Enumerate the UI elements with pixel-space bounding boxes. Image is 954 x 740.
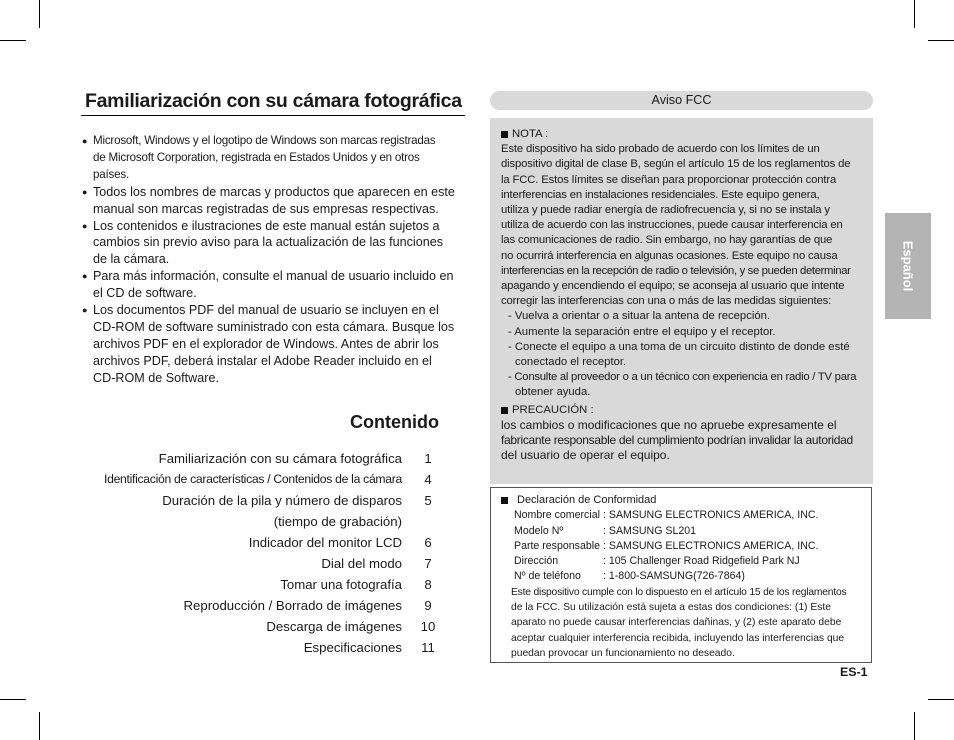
toc-entry[interactable] — [60, 490, 440, 511]
language-tab — [885, 213, 931, 319]
bullet-line: el CD de software. — [93, 286, 197, 301]
toc-entry[interactable] — [60, 595, 440, 616]
language-tab-label: Español — [900, 240, 916, 292]
bullet-item — [82, 268, 468, 302]
toc-entry[interactable] — [60, 448, 440, 469]
conformity-value: : SAMSUNG SL201 — [603, 524, 697, 537]
toc-page: 9 — [424, 598, 432, 613]
toc-entry[interactable] — [60, 553, 440, 574]
bullet-item — [82, 218, 468, 269]
conformity-row — [500, 554, 868, 569]
statement-line: de la FCC. Su utilización está sujeta a estas dos condiciones: (1) Este — [511, 602, 831, 614]
nota-line: interferencias en la recepción de radio o televisión, y se pueden determinar — [501, 264, 851, 277]
conformity-heading — [500, 493, 868, 508]
statement-line: aceptar cualquier interferencia recibida, incluyendo las interferencias que — [511, 632, 845, 644]
measure-item — [501, 370, 871, 400]
contents-heading: Contenido — [350, 412, 439, 432]
toc-entry[interactable] — [60, 469, 440, 490]
crop-mark — [0, 40, 26, 41]
measure-item — [501, 309, 871, 324]
bullet-item — [82, 302, 468, 387]
title-underline — [81, 115, 465, 116]
measure-line: - Aumente la separación entre el equipo y el receptor. — [508, 325, 776, 338]
nota-line: utiliza de acuerdo con las instrucciones, puede causar interferencia en — [501, 219, 843, 232]
bullet-line: cambios sin previo aviso para la actualización de las funciones — [93, 235, 444, 250]
nota-heading — [501, 127, 871, 142]
toc-label: Tomar una fotografía — [280, 577, 402, 592]
toc-label: Familiarización con su cámara fotográfica — [158, 451, 402, 466]
bullet-dot-icon: ● — [82, 305, 88, 316]
bullet-line: Los documentos PDF del manual de usuario se incluyen en el — [93, 303, 439, 318]
nota-line: interferencias en instalaciones residenciales. Este equipo genera, — [501, 188, 820, 201]
fcc-heading: Aviso FCC — [490, 91, 873, 110]
toc-label: Duración de la pila y número de disparos — [162, 493, 402, 508]
measure-item — [501, 340, 871, 370]
measure-line: obtener ayuda. — [515, 386, 591, 399]
caution-label: PRECAUCIÓN : — [512, 403, 594, 416]
bullet-dot-icon: ● — [82, 220, 88, 231]
trademark-notes — [82, 133, 468, 387]
bullet-dot-icon: ● — [82, 271, 88, 282]
bullet-line: países. — [93, 167, 129, 181]
page-title: Familiarización con su cámara fotográfica — [85, 90, 462, 112]
conformity-key: Modelo Nº — [514, 524, 564, 537]
toc-entry[interactable] — [60, 637, 440, 658]
nota-line: corregir las interferencias con una o más de las medidas siguientes: — [501, 295, 832, 308]
conformity-value: : 1-800-SAMSUNG(726-7864) — [603, 570, 745, 583]
crop-mark — [39, 712, 40, 740]
bullet-line: Microsoft, Windows y el logotipo de Windows son marcas registradas — [93, 134, 436, 147]
nota-line: dispositivo digital de clase B, según el artículo 15 de los reglamentos de — [501, 158, 851, 171]
toc-label: Reproducción / Borrado de imágenes — [183, 598, 402, 613]
conformity-statement — [500, 585, 868, 661]
page-number: ES-1 — [840, 665, 868, 679]
bullet-line: manual son marcas registradas de sus empresas respectivas. — [93, 201, 439, 216]
caution-heading — [501, 403, 871, 418]
toc-page: 4 — [424, 472, 432, 487]
toc-label: Dial del modo — [321, 556, 402, 571]
crop-mark — [928, 699, 954, 700]
conformity-key: Nombre comercial — [514, 509, 600, 522]
caution-text — [501, 418, 871, 464]
bullet-line: archivos PDF en el explorador de Windows. Antes de abrir los — [93, 336, 439, 351]
measure-line: - Vuelva a orientar o a situar la antena de recepción. — [508, 310, 771, 323]
toc-label: Identificación de características / Contenidos de la cámara — [104, 472, 402, 486]
toc-entry[interactable] — [60, 574, 440, 595]
nota-text — [501, 142, 871, 309]
conformity-row — [500, 539, 868, 554]
caution-line: fabricante responsable del cumplimiento podrían invalidar la autoridad — [501, 433, 853, 448]
statement-line: Este dispositivo cumple con lo dispuesto en el artículo 15 de los reglamentos — [511, 586, 847, 598]
caution-line: del usuario de operar el equipo. — [501, 448, 670, 463]
statement-line: puedan provocar un funcionamiento no deseado. — [511, 647, 735, 659]
toc-label: Descarga de imágenes — [266, 619, 402, 634]
measure-item — [501, 325, 871, 340]
toc-entry[interactable] — [60, 616, 440, 637]
nota-label: NOTA : — [512, 128, 549, 140]
toc-page — [416, 511, 440, 532]
toc-label: (tiempo de grabación) — [273, 514, 402, 529]
bullet-line: de Microsoft Corporation, registrada en Estados Unidos y en otros — [93, 150, 420, 164]
bullet-item — [82, 133, 468, 184]
toc-page: 6 — [424, 535, 432, 550]
toc-page: 10 — [420, 619, 436, 634]
measure-line: - Consulte al proveedor o a un técnico con experiencia en radio / TV para — [508, 371, 857, 384]
square-bullet-icon — [501, 497, 508, 504]
measure-line: conectado el receptor. — [515, 356, 627, 369]
toc-page: 1 — [424, 451, 432, 466]
crop-mark — [0, 699, 26, 700]
conformity-row — [500, 508, 868, 523]
conformity-key: Dirección — [514, 555, 559, 568]
toc-entry[interactable] — [60, 511, 440, 532]
conformity-key: Parte responsable — [514, 539, 600, 552]
bullet-item — [82, 184, 468, 218]
toc-label: Indicador del monitor LCD — [248, 535, 402, 550]
bullet-line: CD-ROM de Software. — [93, 370, 219, 385]
nota-line: no ocurrirá interferencia en algunas ocasiones. Este equipo no causa — [501, 249, 838, 262]
caution-line: los cambios o modificaciones que no apruebe expresamente el — [501, 417, 837, 432]
bullet-line: CD-ROM de software suministrado con esta cámara. Busque los — [93, 319, 455, 334]
conformity-value: : SAMSUNG ELECTRONICS AMERICA, INC. — [603, 509, 819, 522]
nota-line: las comunicaciones de radio. Sin embargo, no hay garantías de que — [501, 234, 833, 247]
toc-page: 5 — [424, 493, 432, 508]
bullet-line: Todos los nombres de marcas y productos que aparecen en este — [93, 184, 455, 199]
conformity-box — [490, 487, 872, 663]
bullet-line: de la cámara. — [93, 252, 170, 267]
conformity-key: Nº de teléfono — [514, 570, 581, 583]
square-bullet-icon — [501, 131, 508, 138]
conformity-row — [500, 524, 868, 539]
nota-line: la FCC. Estos límites se diseñan para proporcionar protección contra — [501, 173, 837, 186]
toc-label: Especificaciones — [303, 640, 402, 655]
crop-mark — [914, 0, 915, 28]
toc-page: 11 — [421, 640, 435, 655]
nota-line: apagando y encendiendo el equipo; se aconseja al usuario que intente — [501, 280, 845, 293]
bullet-line: Para más información, consulte el manual de usuario incluido en — [93, 269, 454, 284]
fcc-notice-box — [490, 118, 873, 484]
conformity-value: : SAMSUNG ELECTRONICS AMERICA, INC. — [603, 539, 819, 552]
bullet-line: Los contenidos e ilustraciones de este manual están sujetos a — [93, 218, 440, 233]
statement-line: aparato no puede causar interferencias dañinas, y (2) este aparato debe — [511, 617, 842, 629]
crop-mark — [914, 712, 915, 740]
table-of-contents — [60, 448, 440, 658]
conformity-row — [500, 569, 868, 584]
nota-line: utiliza y puede radiar energía de radiofrecuencia y, si no se instala y — [501, 204, 830, 217]
bullet-dot-icon: ● — [82, 186, 88, 197]
toc-entry[interactable] — [60, 532, 440, 553]
conformity-value: : 105 Challenger Road Ridgefield Park NJ — [603, 555, 800, 568]
nota-line: Este dispositivo ha sido probado de acuerdo con los límites de un — [501, 143, 820, 156]
square-bullet-icon — [501, 407, 508, 414]
measure-line: - Conecte el equipo a una toma de un circuito distinto de donde esté — [508, 340, 850, 353]
conformity-title: Declaración de Conformidad — [517, 494, 657, 506]
crop-mark — [928, 40, 954, 41]
crop-mark — [39, 0, 40, 28]
toc-page: 7 — [424, 556, 432, 571]
bullet-dot-icon: ● — [82, 136, 88, 146]
bullet-line: archivos PDF, deberá instalar el Adobe Reader incluido en el — [93, 353, 432, 368]
toc-page: 8 — [424, 577, 432, 592]
